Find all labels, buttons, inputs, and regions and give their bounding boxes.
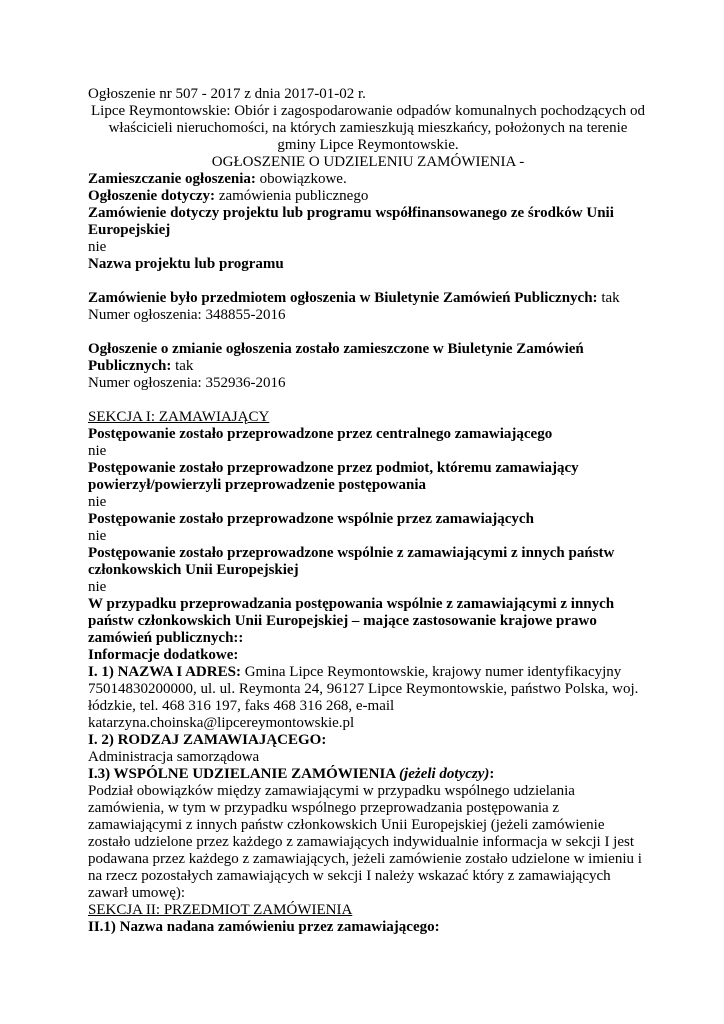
publication-value: obowiązkowe. [255,171,347,187]
delegated-entity-answer: nie [88,494,107,510]
concerns-label: Ogłoszenie dotyczy: [88,188,216,204]
procurer-type-value: Administracja samorządowa [88,749,260,765]
document-page [88,86,648,936]
concerns-value: zamówienia publicznego [215,188,369,204]
change-row [88,341,648,375]
section-1-title: SEKCJA I: ZAMAWIAJĄCY [88,409,270,425]
notice-number-line: Ogłoszenie nr 507 - 2017 z dnia 2017-01-02 r. [88,86,366,102]
name-address-label: I. 1) NAZWA I ADRES: [88,664,241,680]
joint-procurers-answer: nie [88,528,107,544]
central-procurer-question: Postępowanie zostało przeprowadzone przez centralnego zamawiającego [88,426,553,442]
notice-heading: OGŁOSZENIE O UDZIELENIU ZAMÓWIENIA - [211,154,525,170]
joint-award-italic: (jeżeli dotyczy) [399,766,490,782]
spacer [88,392,648,409]
order-name-label: II.1) Nazwa nadana zamówieniu przez zamawiającego: [88,919,440,935]
joint-award-colon: : [489,766,495,782]
bzp-row [88,290,648,307]
joint-award-heading [88,766,648,783]
notice-title: Lipce Reymontowskie: Obiór i zagospodarowanie odpadów komunalnych pochodzących od właścicieli nieruchomości, na których zamieszkują mieszkańcy, położonych na terenie gminy Lipce Reymontowskie. [90,103,646,153]
publication-row [88,171,648,188]
central-procurer-answer: nie [88,443,107,459]
joint-award-label: I.3) WSPÓLNE UDZIELANIE ZAMÓWIENIA [88,766,400,782]
procurer-type-label: I. 2) RODZAJ ZAMAWIAJĄCEGO: [88,732,327,748]
section-2-title: SEKCJA II: PRZEDMIOT ZAMÓWIENIA [88,902,353,918]
eu-project-answer: nie [88,239,107,255]
change-label: Ogłoszenie o zmianie ogłoszenia zostało zamieszczone w Biuletynie Zamówień Publicznych: [88,341,584,374]
additional-info-label: Informacje dodatkowe: [88,647,239,663]
eu-joint-answer: nie [88,579,107,595]
bzp-label: Zamówienie było przedmiotem ogłoszenia w Biuletynie Zamówień Publicznych: [88,290,598,306]
publication-label: Zamieszczanie ogłoszenia: [88,171,256,187]
delegated-entity-question: Postępowanie zostało przeprowadzone przez podmiot, któremu zamawiający powierzył/powierzyli przeprowadzenie postępowania [88,460,579,493]
bzp-number: Numer ogłoszenia: 348855-2016 [88,307,286,323]
name-address-value: Gmina Lipce Reymontowskie, krajowy numer identyfikacyjny 75014830200000, ul. ul. Reymonta 24, 96127 Lipce Reymontowskie, państwo Polska, woj. łódzkie, tel. 468 316 197, faks 468 316 268, e-mail katarzyna.choinska@lipcereymontowskie.pl [88,664,639,731]
name-address-row [88,664,648,732]
project-name-label: Nazwa projektu lub programu [88,256,284,272]
spacer [88,273,648,290]
spacer [88,324,648,341]
eu-joint-question: Postępowanie zostało przeprowadzone wspólnie z zamawiającymi z innych państw członkowskich Unii Europejskiej [88,545,615,578]
joint-award-text: Podział obowiązków między zamawiającymi w przypadku wspólnego udzielania zamówienia, w tym w przypadku wspólnego przeprowadzania postępowania z zamawiającymi z innych państw członkowskich Unii Europejskiej (jeżeli zamówienie zostało udzielone przez każdego z zamawiających indywidualnie informacja w sekcji I jest podawana przez każdego z zamawiających, jeżeli zamówienie zostało udzielone w imieniu i na rzecz pozostałych zamawiających w sekcji I należy wskazać który z zamawiających zawarł umowę): [88,783,642,901]
concerns-row [88,188,648,205]
eu-project-question: Zamówienie dotyczy projektu lub programu współfinansowanego ze środków Unii Europejskiej [88,205,614,238]
bzp-value: tak [597,290,620,306]
joint-procurers-question: Postępowanie zostało przeprowadzone wspólnie przez zamawiających [88,511,534,527]
applicable-law-question: W przypadku przeprowadzania postępowania wspólnie z zamawiającymi z innych państw członkowskich Unii Europejskiej – mające zastosowanie krajowe prawo zamówień publicznych:: [88,596,615,646]
change-number: Numer ogłoszenia: 352936-2016 [88,375,286,391]
change-value: tak [171,358,194,374]
